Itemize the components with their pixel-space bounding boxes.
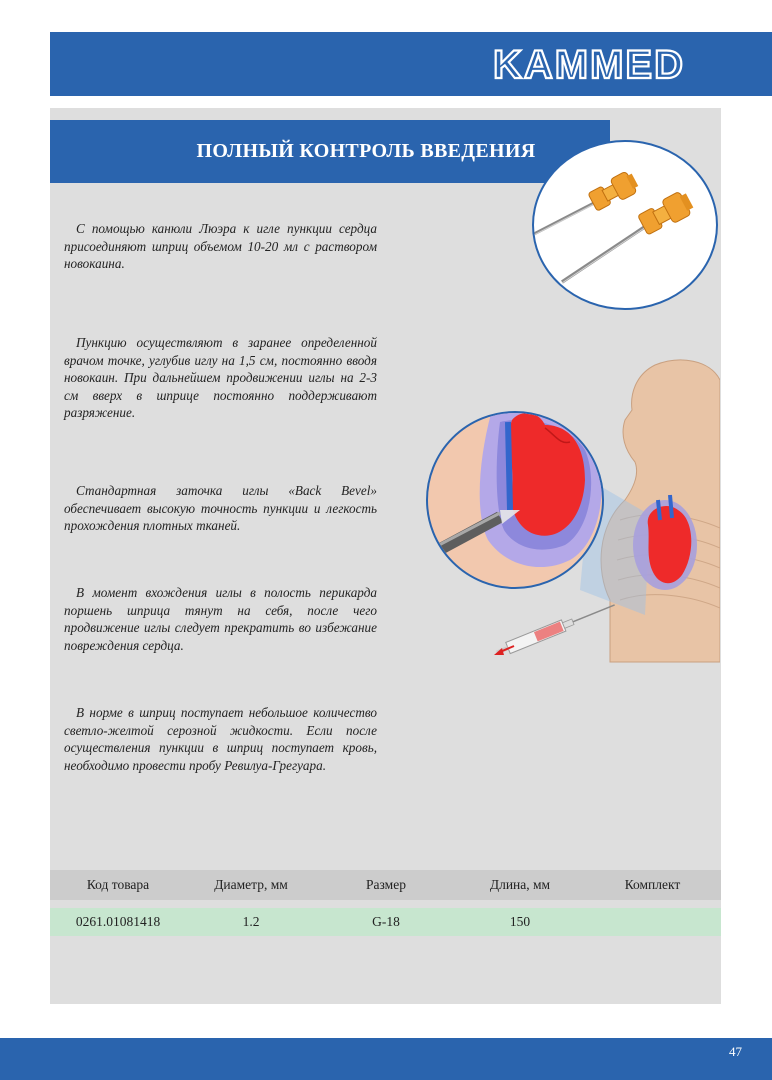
header-bar [50,32,772,96]
paragraph-luer-cannula: С помощью канюли Люэра к игле пункции сердца присоединяют шприц объемом 10-20 мл с раствором новокаина. [64,221,377,271]
header-kit: Комплект [624,877,681,892]
needle-with-luer-cannula-icon [534,142,718,310]
header-diameter: Диаметр, мм [214,877,288,892]
paragraph-puncture-point: Пункцию осуществляют в заранее определенной врачом точке, углубив иглу на 1,5 см, постоянно вводя новокаин. При дальнейшем продвижении иглы на 2-3 см вверх в шприце постоянно поддерживают разряжение. [64,335,377,420]
logo-text: KAMMED [493,44,685,84]
cell-code: 0261.01081418 [75,914,161,929]
footer-bar [0,1038,772,1080]
cell-size: G-18 [372,914,400,929]
product-photo [532,140,718,310]
cell-diameter: 1.2 [242,914,260,929]
section-title-bar [50,120,610,183]
header-length: Длина, мм [489,877,551,892]
pericardial-puncture-illustration [420,350,720,665]
header-code: Код товара [86,877,150,892]
page-number: 47 [729,1044,742,1059]
header-size: Размер [366,877,406,892]
paragraph-back-bevel: Стандартная заточка иглы «Back Bevel» обеспечивает высокую точность пункции и легкость прохождения плотных тканей. [64,483,377,533]
section-title: ПОЛНЫЙ КОНТРОЛЬ ВВЕДЕНИЯ [196,140,536,162]
paragraph-normal-fluid: В норме в шприц поступает небольшое количество светло-желтой серозной жидкости. Если после осуществления пункции в шприц поступает кровь, необходимо провести пробу Ревилуа-Грегуара. [64,705,377,773]
cell-length: 150 [509,914,531,929]
paragraph-pericardium-entry: В момент вхождения иглы в полость перикарда поршень шприца тянут на себя, после чего продвижение иглы следует прекратить во избежание повреждения сердца. [64,585,377,653]
table-row [50,908,721,936]
table-header [50,870,721,900]
kammed-logo [454,44,724,84]
cell-kit [584,908,721,936]
